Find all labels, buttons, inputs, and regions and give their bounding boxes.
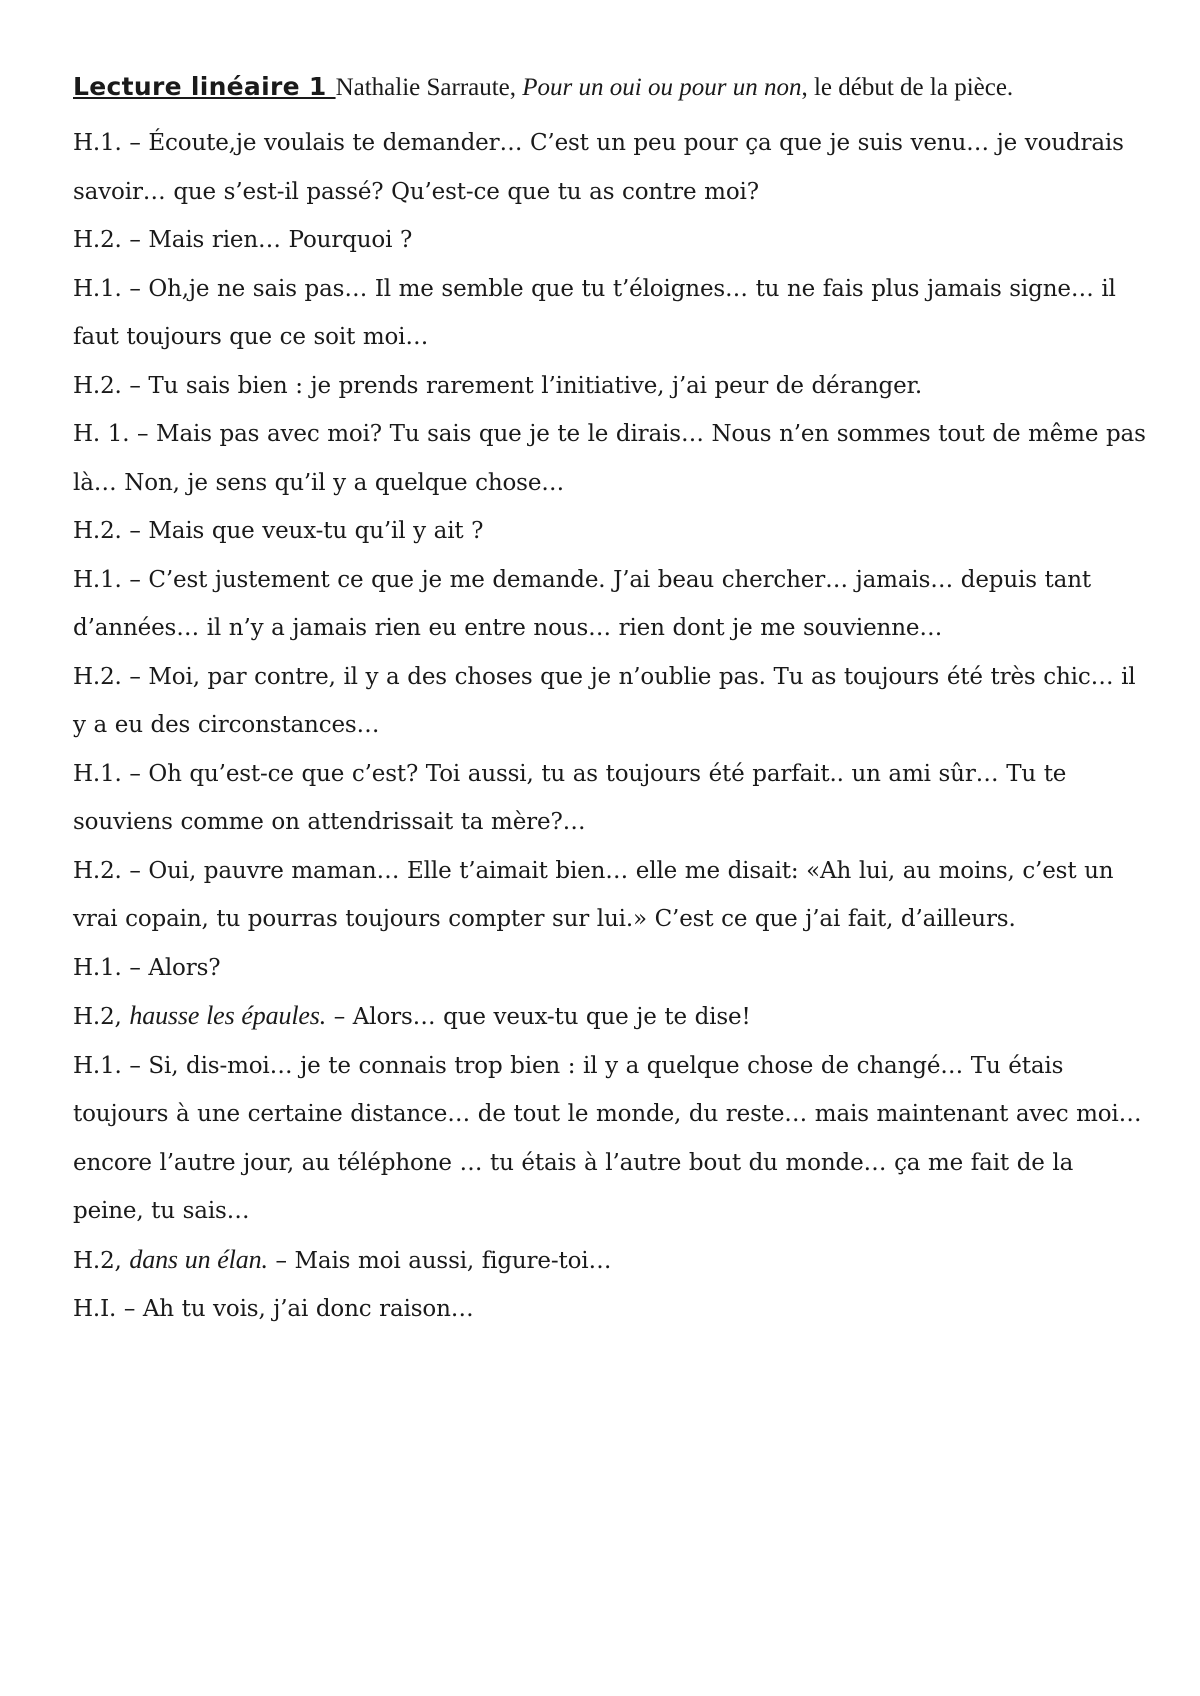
replica: – Alors… que veux-tu que je te dise!: [326, 1004, 751, 1030]
dialogue-line: [73, 216, 1148, 265]
replica: – Mais moi aussi, figure-toi…: [267, 1247, 612, 1274]
speaker: H.1. –: [73, 130, 149, 156]
speaker: H.I. –: [73, 1296, 143, 1322]
dialogue-line: [73, 750, 1148, 847]
dialogue-line: [73, 265, 1148, 362]
dialogue-line: [73, 944, 1148, 993]
replica: Ah tu vois, j’ai donc raison…: [142, 1296, 474, 1322]
dialogue-line: [73, 556, 1148, 653]
dialogue-line: [73, 847, 1148, 944]
replica: Si, dis-moi… je te connais trop bien : il y a quelque chose de changé… Tu étais toujours à une certaine distance… de tout le monde, du reste… mais maintenant avec moi… encore l’autre jour, au téléphone … tu étais à l’autre bout du monde… ça me fait de la peine, tu sais…: [73, 1052, 1142, 1224]
document-heading: [73, 70, 1148, 105]
replica: Mais pas avec moi? Tu sais que je te le dirais… Nous n’en sommes tout de même pas là… Non, je sens qu’il y a quelque chose…: [73, 421, 1146, 496]
replica: Écoute,je voulais te demander… C’est un peu pour ça que je suis venu… je voudrais savoir… que s’est-il passé? Qu’est-ce que tu as contre moi?: [73, 130, 1124, 205]
speaker: H.2. –: [73, 227, 149, 253]
dialogue-line: [73, 410, 1148, 507]
dialogue-line: [73, 1042, 1148, 1236]
replica: Oui, pauvre maman… Elle t’aimait bien… elle me disait: «Ah lui, au moins, c’est un vrai copain, tu pourras toujours compter sur lui.» C’est ce que j’ai fait, d’ailleurs.: [73, 857, 1114, 932]
speaker: H.1. –: [73, 760, 149, 787]
dialogue-line: [73, 1236, 1148, 1286]
speaker: H.1. –: [73, 275, 149, 302]
replica: Moi, par contre, il y a des choses que je n’oublie pas. Tu as toujours été très chic… il y a eu des circonstances…: [73, 663, 1136, 738]
stage-direction: hausse les épaules.: [129, 1001, 327, 1030]
speaker: H.2. –: [73, 857, 149, 884]
heading-work-title: Pour un oui ou pour un non: [522, 74, 802, 101]
speaker: H.1. –: [73, 566, 149, 593]
dialogue-line: [73, 507, 1148, 556]
replica: C’est justement ce que je me demande. J’ai beau chercher… jamais… depuis tant d’années… il n’y a jamais rien eu entre nous… rien dont je me souvienne…: [73, 566, 1091, 641]
dialogue-line: [73, 1285, 1148, 1334]
speaker: H.2. –: [73, 372, 149, 399]
speaker: H. 1. –: [73, 421, 157, 447]
speaker: H.1. –: [73, 1052, 149, 1079]
replica: Oh qu’est-ce que c’est? Toi aussi, tu as toujours été parfait.. un ami sûr… Tu te souviens comme on attendrissait ta mère?…: [73, 760, 1067, 835]
replica: Mais rien… Pourquoi ?: [148, 227, 413, 253]
speaker: H.2. –: [73, 518, 149, 544]
replica: Oh,je ne sais pas… Il me semble que tu t’éloignes… tu ne fais plus jamais signe… il faut toujours que ce soit moi…: [73, 275, 1116, 350]
replica: Mais que veux-tu qu’il y ait ?: [148, 518, 484, 544]
document-page: [73, 70, 1148, 1334]
heading-rest: , le début de la pièce.: [801, 74, 1014, 101]
dialogue-line: [73, 362, 1148, 411]
dialogue-line: [73, 992, 1148, 1042]
dialogue-line: [73, 653, 1148, 750]
stage-direction: dans un élan.: [129, 1244, 268, 1274]
speaker: H.2. –: [73, 663, 149, 690]
replica: Tu sais bien : je prends rarement l’initiative, j’ai peur de déranger.: [148, 372, 923, 399]
dialogue-line: [73, 119, 1148, 216]
speaker: H.2,: [73, 1004, 130, 1030]
dialogue-text: [73, 119, 1148, 1334]
replica: Alors?: [148, 954, 221, 981]
heading-author: Nathalie Sarraute,: [335, 74, 523, 101]
speaker: H.1. –: [73, 954, 149, 981]
heading-label: Lecture linéaire 1: [73, 72, 336, 101]
speaker: H.2,: [73, 1247, 130, 1274]
